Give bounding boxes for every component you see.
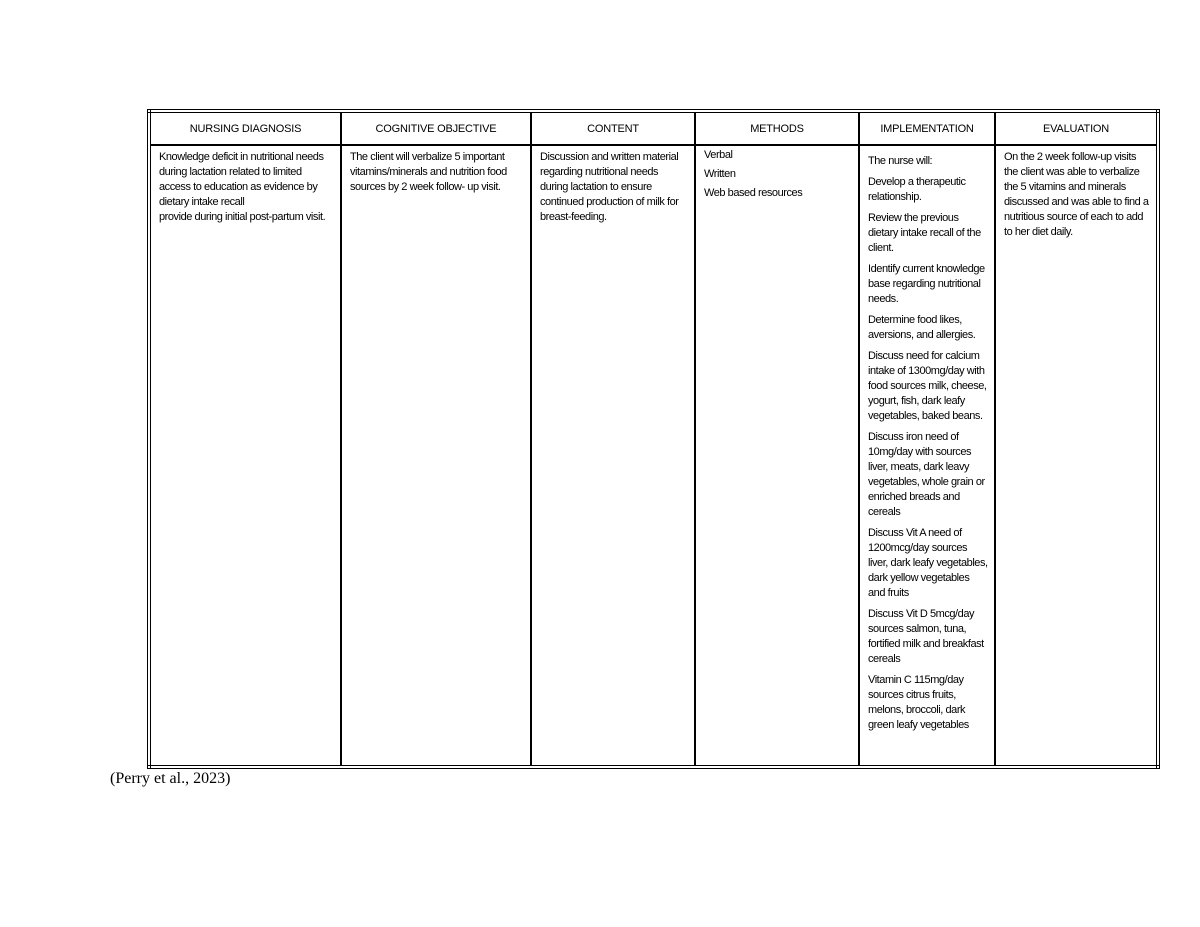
method-item: Verbal: [704, 149, 733, 161]
method-item: Written: [704, 168, 736, 180]
implementation-list: [860, 146, 994, 733]
header-nursing-diagnosis: NURSING DIAGNOSIS: [149, 111, 341, 145]
implementation-item: Determine food likes, aversions, and allergies.: [868, 314, 976, 341]
cell-content: [531, 145, 695, 767]
header-evaluation: EVALUATION: [995, 111, 1158, 145]
cell-evaluation: [995, 145, 1158, 767]
nursing-care-plan-table: [147, 109, 1160, 769]
cell-methods: [695, 145, 859, 767]
header-row: [149, 111, 1158, 145]
implementation-item: Vitamin C 115mg/day sources citrus fruits, melons, broccoli, dark green leafy vegetables: [868, 674, 969, 731]
evaluation-text: On the 2 week follow-up visits the client was able to verbalize the 5 vitamins and minerals discussed and was able to find a nutritious source of each to add to her diet daily.: [1004, 151, 1149, 238]
header-cognitive-objective: COGNITIVE OBJECTIVE: [341, 111, 531, 145]
implementation-item: Discuss Vit A need of 1200mcg/day sources liver, dark leafy vegetables, dark yellow vegetables and fruits: [868, 527, 988, 599]
method-item: Web based resources: [704, 187, 803, 199]
header-content: CONTENT: [531, 111, 695, 145]
header-implementation: IMPLEMENTATION: [859, 111, 995, 145]
implementation-item: Develop a therapeutic relationship.: [868, 176, 966, 203]
implementation-item: Discuss Vit D 5mcg/day sources salmon, tuna, fortified milk and breakfast cereals: [868, 608, 984, 665]
implementation-item: Discuss iron need of 10mg/day with sources liver, meats, dark leavy vegetables, whole grain or enriched breads and cereals: [868, 431, 985, 518]
diagnosis-text: Knowledge deficit in nutritional needs during lactation related to limited access to education as evidence by dietary intake recall: [159, 151, 324, 208]
cell-cognitive-objective: [341, 145, 531, 767]
cell-nursing-diagnosis: [149, 145, 341, 767]
content-text: Discussion and written material regarding nutritional needs during lactation to ensure continued production of milk for breast-feeding.: [540, 151, 679, 223]
implementation-item: Identify current knowledge base regarding nutritional needs.: [868, 263, 985, 305]
citation: (Perry et al., 2023): [110, 770, 231, 787]
implementation-item: The nurse will:: [868, 155, 933, 167]
objective-text: The client will verbalize 5 important vitamins/minerals and nutrition food sources by 2 week follow- up visit.: [350, 151, 507, 193]
implementation-item: Review the previous dietary intake recall of the client.: [868, 212, 981, 254]
diagnosis-text-continued: provide during initial post-partum visit.: [159, 211, 326, 223]
implementation-item: Discuss need for calcium intake of 1300mg/day with food sources milk, cheese, yogurt, fish, dark leafy vegetables, baked beans.: [868, 350, 987, 422]
header-methods: METHODS: [695, 111, 859, 145]
cell-implementation: [859, 145, 995, 767]
table-row: [149, 145, 1158, 767]
